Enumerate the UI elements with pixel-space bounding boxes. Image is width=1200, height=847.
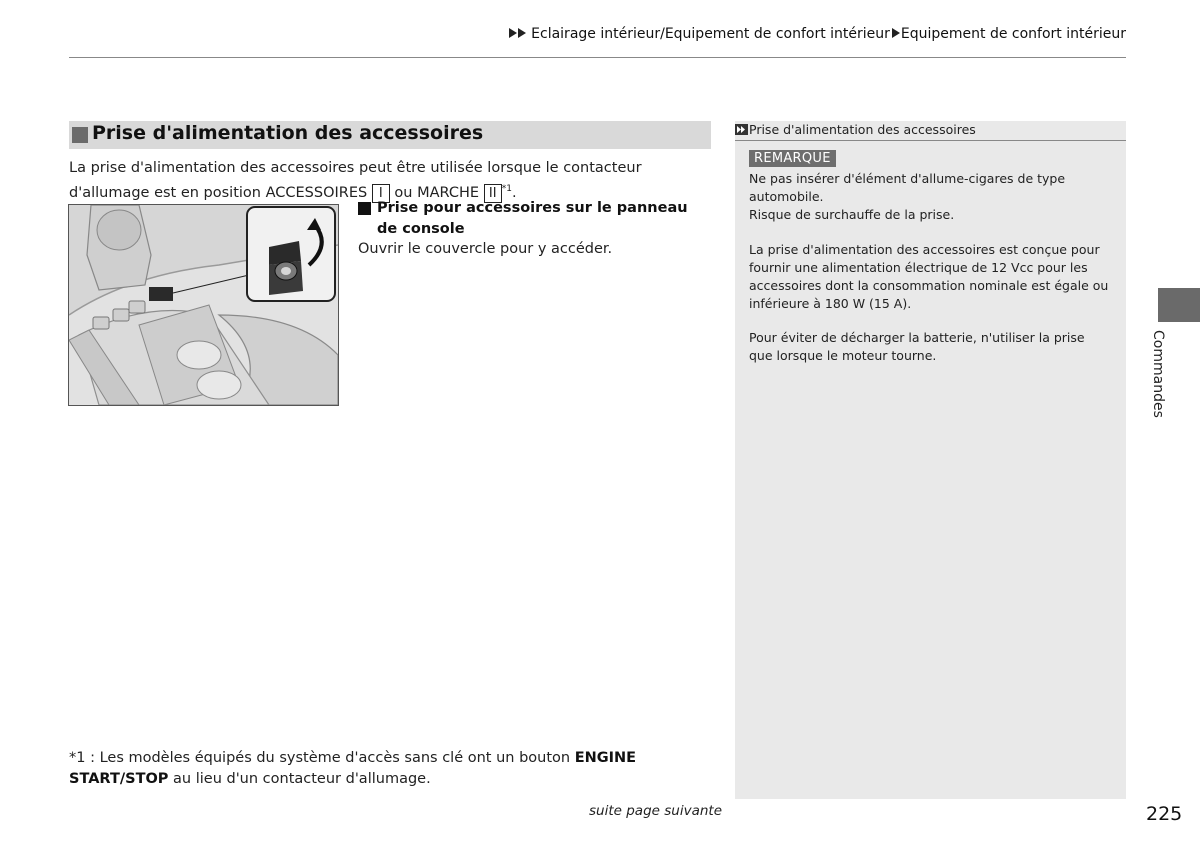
- section-square-icon: [72, 127, 88, 143]
- subsection-title: Prise pour accessoires sur le panneau de console: [377, 200, 688, 237]
- intro-text: ou MARCHE: [389, 184, 484, 201]
- footnote-text: *1 : Les modèles équipés du système d'accès sans clé ont un bouton: [69, 750, 575, 766]
- side-note-paragraph: Pour éviter de décharger la batterie, n'utiliser la prise que lorsque le moteur tourne.: [749, 330, 1085, 363]
- subsection-text: Ouvrir le couvercle pour y accéder.: [358, 241, 613, 257]
- intro-text: La prise d'alimentation des accessoires peut être utilisée lorsque le contacteur d'allumage est en position ACCESSOIRES: [69, 160, 642, 201]
- breadcrumb-item[interactable]: Eclairage intérieur/Equipement de confort intérieur: [531, 26, 890, 42]
- subsection-square-icon: [358, 202, 371, 215]
- side-note-header: [735, 121, 1126, 141]
- console-illustration: [69, 205, 338, 405]
- breadcrumb-arrow-icon: [509, 28, 517, 38]
- breadcrumb-item[interactable]: Equipement de confort intérieur: [900, 26, 1126, 42]
- intro-text: .: [511, 184, 517, 201]
- side-note-title: Prise d'alimentation des accessoires: [749, 122, 976, 137]
- section-title: Prise d'alimentation des accessoires: [92, 122, 484, 144]
- footnote: [69, 748, 729, 790]
- footnote-text: au lieu d'un contacteur d'allumage.: [168, 771, 431, 787]
- side-note-paragraph: La prise d'alimentation des accessoires est conçue pour fournir une alimentation électrique de 12 Vcc pour les accessoires dont la consommation nominale est égale ou inférieure à 180 W (15 A).: [749, 242, 1109, 311]
- breadcrumb-arrow-icon: [892, 28, 900, 38]
- breadcrumb: [509, 26, 1126, 42]
- console-accessory-socket-illustration: [68, 204, 339, 406]
- intro-paragraph: [69, 158, 711, 204]
- side-note-paragraph: Ne pas insérer d'élément d'allume-cigares de type automobile.: [749, 171, 1066, 204]
- continued-label: suite page suivante: [589, 803, 722, 819]
- side-note-paragraph: Risque de surchauffe de la prise.: [749, 207, 955, 222]
- breadcrumb-arrow-icon: [518, 28, 526, 38]
- side-note-panel: [735, 121, 1126, 799]
- remarque-badge: REMARQUE: [749, 150, 836, 167]
- double-arrow-icon: [735, 124, 748, 135]
- footnote-ref[interactable]: *1: [501, 184, 512, 194]
- page-number: 225: [1146, 803, 1183, 825]
- ignition-acc-key: I: [372, 184, 390, 203]
- ignition-on-key: II: [484, 184, 502, 203]
- header-divider: [69, 57, 1126, 58]
- chapter-tab[interactable]: [1158, 288, 1200, 322]
- chapter-tab-label[interactable]: Commandes: [1150, 330, 1166, 418]
- footnote-bold-text: ENGINE START/STOP: [69, 750, 637, 787]
- section-heading: [69, 121, 711, 149]
